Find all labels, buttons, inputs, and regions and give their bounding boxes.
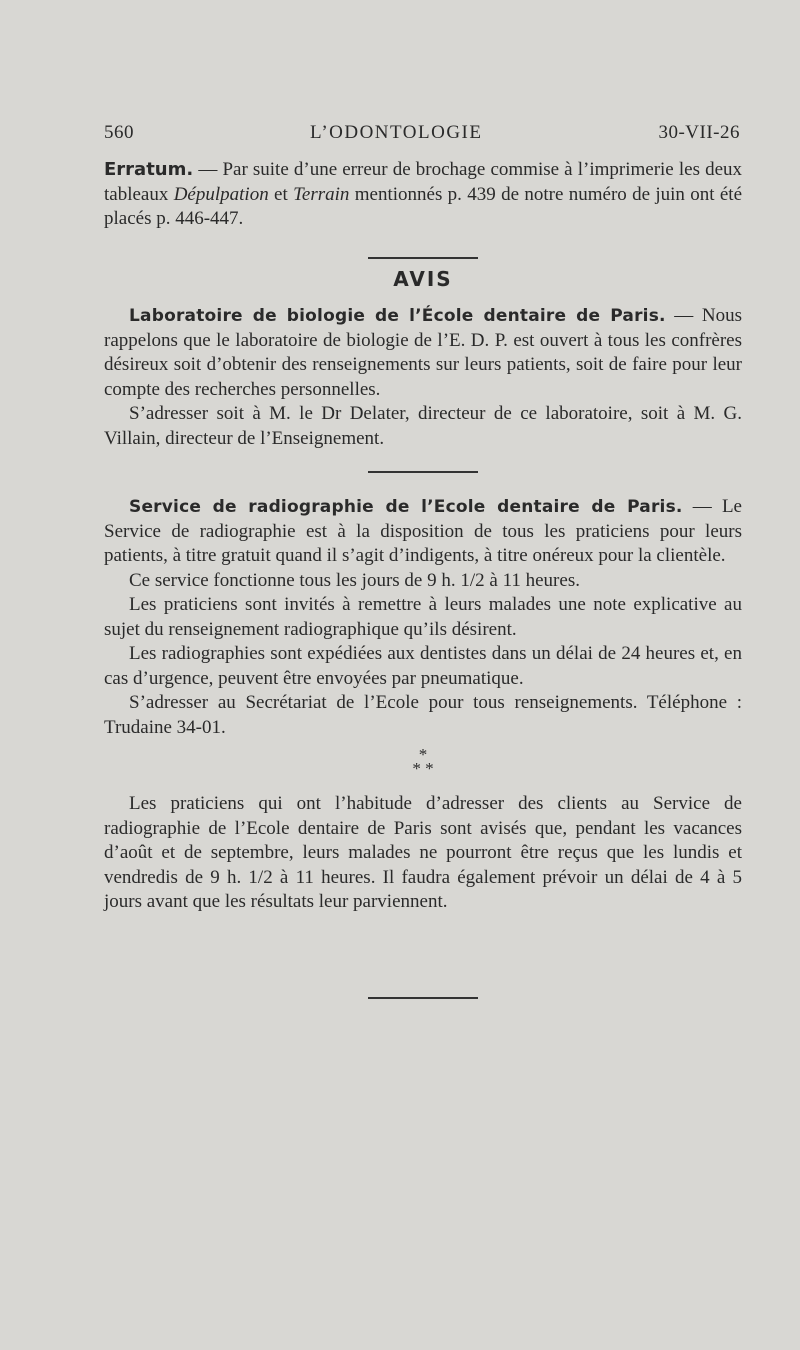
radiographie-delay: Les radiographies sont expédiées aux dentistes dans un délai de 24 heures et, en cas d’urgence, peuvent être envoyées par pneumatique. [104,643,742,689]
radiographie-text: — Le Service de radiographie est à la disposition de tous les praticiens pour leurs patients, à titre gratuit quand il s’agit d’indigents, à titre onéreux pour la clientèle. [104,496,742,566]
erratum-text-3: mentionnés p. 439 de notre numéro de juin ont été placés p. 446-447. [104,183,743,229]
laboratoire-lead: Laboratoire de biologie de l’École dentaire de Paris. [129,306,666,326]
end-divider [368,997,478,999]
running-header [104,122,740,144]
page-content [104,158,742,999]
issue-date: 30-VII-26 [658,122,740,143]
radiographie-note: Les praticiens sont invités à remettre à leurs malades une note explicative au sujet du renseignement radiographique qu’ils désirent. [104,594,742,640]
erratum-text-1: — Par suite d’une erreur de brochage commise à l’imprimerie les deux tableaux [104,159,742,205]
erratum-paragraph [104,158,742,232]
laboratoire-contact: S’adresser soit à M. le Dr Delater, directeur de ce laboratoire, soit à M. G. Villain, directeur de l’Enseignement. [104,403,742,449]
avis-heading: AVIS [393,266,453,291]
erratum-title-1: Dépulpation [173,183,269,205]
vacances-paragraph: Les praticiens qui ont l’habitude d’adresser des clients au Service de radiographie de l’Ecole dentaire de Paris sont avisés que, pendant les vacances d’août et de septembre, leurs malades ne pourront être reçus que les lundis et vendredis de 9 h. 1/2 à 11 heures. Il faudra également prévoir un délai de 4 à 5 jours avant que les résultats leur parviennent. [104,793,742,912]
radiographie-hours: Ce service fonctionne tous les jours de 9 h. 1/2 à 11 heures. [129,569,580,591]
erratum-text-2: et [268,183,294,205]
journal-title: L’ODONTOLOGIE [309,122,483,143]
page-number: 560 [104,122,134,143]
asterism-ornament: * * * [412,745,434,778]
erratum-title-2: Terrain [293,183,350,205]
radiographie-contact: S’adresser au Secrétariat de l’Ecole pour tous renseignements. Téléphone : Trudaine 34-01. [104,692,742,738]
erratum-lead: Erratum. [104,159,194,180]
laboratoire-text: — Nous rappelons que le laboratoire de biologie de l’E. D. P. est ouvert à tous les confrères désireux soit d’obtenir des renseignements sur leurs patients, soit de faire pour leur compte des recherches personnelles. [104,305,742,400]
radiographie-paragraph [104,495,742,569]
laboratoire-paragraph [104,304,742,402]
radiographie-lead: Service de radiographie de l’Ecole dentaire de Paris. [129,497,683,517]
